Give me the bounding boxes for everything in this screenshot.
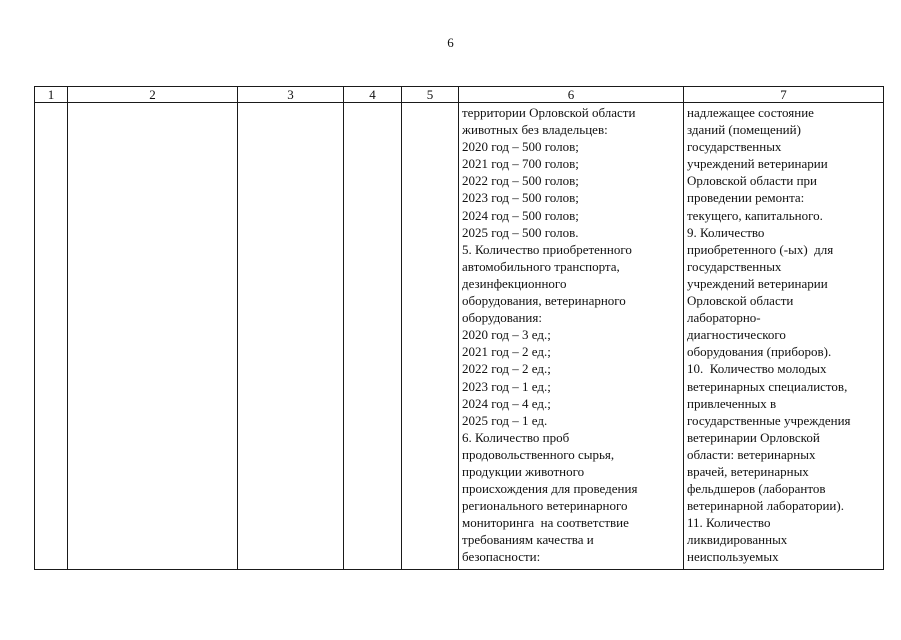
content-row — [35, 103, 884, 570]
column-header-3: 3 — [238, 87, 344, 103]
text-line: ликвидированных — [687, 532, 788, 548]
text-line: неиспользуемых — [687, 549, 779, 565]
text-line: оборудования, ветеринарного — [462, 293, 626, 309]
indicators-text — [459, 103, 683, 566]
text-line: животных без владельцев: — [462, 122, 608, 138]
column-header-7: 7 — [684, 87, 884, 103]
cell-col-7 — [684, 103, 884, 570]
column-header-2: 2 — [68, 87, 238, 103]
column-header-5: 5 — [402, 87, 459, 103]
text-line: территории Орловской области — [462, 105, 636, 120]
text-line: текущего, капитального. — [687, 207, 823, 223]
text-line: 2021 год – 2 ед.; — [462, 344, 551, 360]
text-line: оборудования (приборов). — [687, 344, 832, 360]
text-line: продукции животного — [462, 463, 585, 479]
cell-col-5 — [402, 103, 459, 570]
text-line: Орловской области при — [687, 173, 818, 189]
text-line: ветеринарных специалистов, — [687, 378, 848, 394]
text-line: 9. Количество — [687, 224, 765, 240]
cell-col-1 — [35, 103, 68, 570]
header-row — [35, 87, 884, 103]
text-line: требованиям качества и — [462, 532, 594, 548]
text-line: продовольственного сырья, — [462, 446, 615, 462]
text-line: 5. Количество приобретенного — [462, 241, 632, 257]
text-line: государственных — [687, 258, 782, 274]
results-text — [684, 103, 883, 566]
text-line: 2020 год – 500 голов; — [462, 139, 579, 155]
text-line: ветеринарной лаборатории). — [687, 498, 844, 514]
text-line: приобретенного (-ых) для — [687, 241, 834, 257]
text-line: 6. Количество проб — [462, 429, 570, 445]
text-line: 2025 год – 1 ед. — [462, 412, 548, 428]
column-header-4: 4 — [344, 87, 402, 103]
text-line: мониторинга на соответствие — [462, 515, 629, 531]
text-line: привлеченных в — [687, 395, 777, 411]
column-header-1: 1 — [35, 87, 68, 103]
text-line: дезинфекционного — [462, 275, 567, 291]
text-line: 2023 год – 1 ед.; — [462, 378, 551, 394]
text-line: врачей, ветеринарных — [687, 463, 809, 479]
text-line: оборудования: — [462, 310, 542, 326]
text-line: 2023 год – 500 голов; — [462, 190, 579, 206]
column-header-6: 6 — [459, 87, 684, 103]
text-line: автомобильного транспорта, — [462, 258, 620, 274]
program-table — [34, 86, 884, 570]
cell-col-4 — [344, 103, 402, 570]
text-line: 2024 год – 4 ед.; — [462, 395, 551, 411]
text-line: области: ветеринарных — [687, 446, 816, 462]
text-line: 2022 год – 500 голов; — [462, 173, 579, 189]
text-line: учреждений ветеринарии — [687, 156, 828, 172]
text-line: лабораторно- — [687, 310, 761, 326]
text-line: регионального ветеринарного — [462, 498, 628, 514]
page-number: 6 — [447, 35, 454, 50]
cell-col-6 — [459, 103, 684, 570]
text-line: 2025 год – 500 голов. — [462, 224, 579, 240]
text-line: безопасности: — [462, 549, 541, 565]
text-line: 11. Количество — [687, 515, 771, 531]
text-line: ветеринарии Орловской — [687, 429, 820, 445]
text-line: происхождения для проведения — [462, 481, 638, 497]
text-line: государственные учреждения — [687, 412, 851, 428]
text-line: зданий (помещений) — [687, 122, 801, 138]
text-line: надлежащее состояние — [687, 105, 814, 120]
text-line: государственных — [687, 139, 782, 155]
text-line: учреждений ветеринарии — [687, 275, 828, 291]
text-line: 2024 год – 500 голов; — [462, 207, 579, 223]
text-line: диагностического — [687, 327, 786, 343]
cell-col-2 — [68, 103, 238, 570]
text-line: 10. Количество молодых — [687, 361, 827, 377]
text-line: фельдшеров (лаборантов — [687, 481, 826, 497]
cell-col-3 — [238, 103, 344, 570]
text-line: проведении ремонта: — [687, 190, 805, 206]
text-line: 2022 год – 2 ед.; — [462, 361, 551, 377]
text-line: Орловской области — [687, 293, 794, 309]
text-line: 2020 год – 3 ед.; — [462, 327, 551, 343]
text-line: 2021 год – 700 голов; — [462, 156, 579, 172]
